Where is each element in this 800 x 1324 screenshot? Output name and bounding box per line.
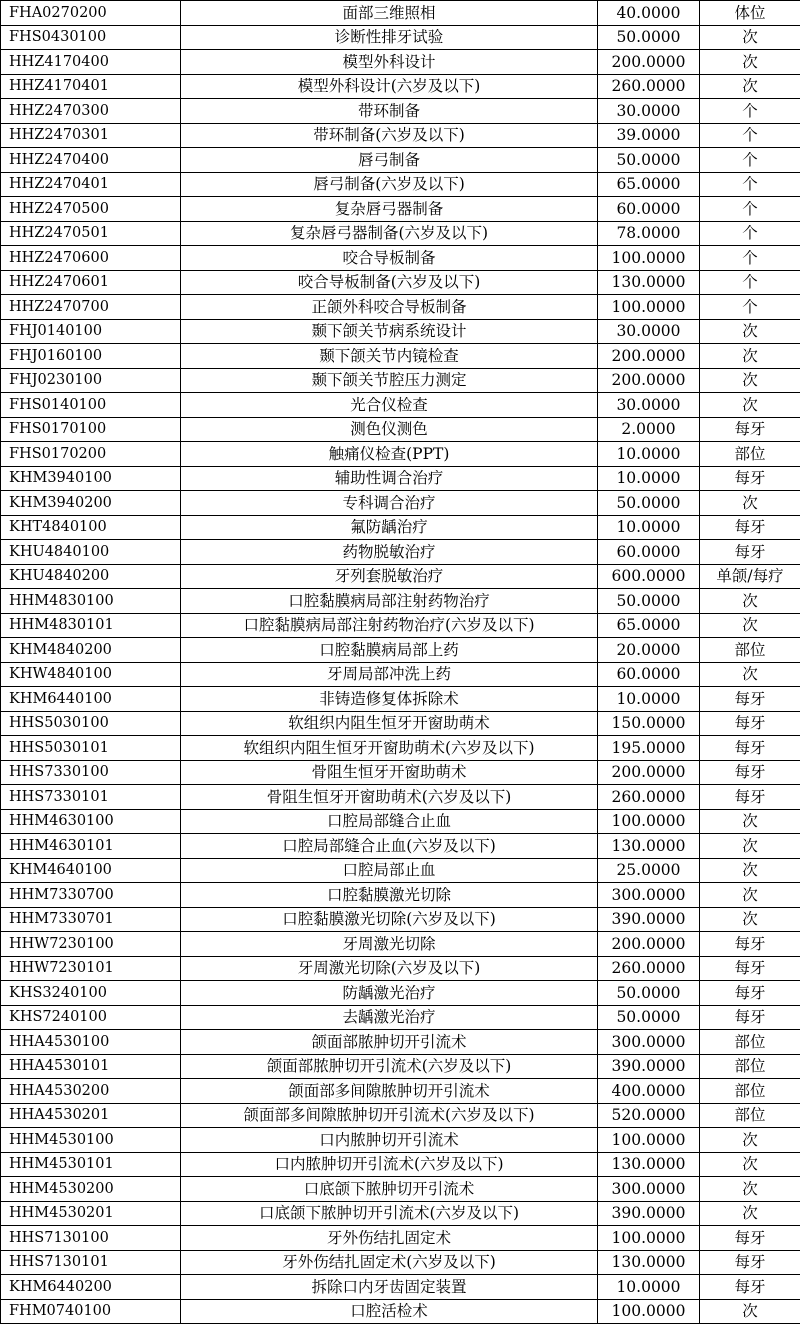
item-price-cell: 2.0000 bbox=[598, 417, 700, 442]
item-code-cell: KHM4840200 bbox=[1, 638, 181, 663]
item-code-cell: KHM6440100 bbox=[1, 687, 181, 712]
table-row bbox=[1, 123, 800, 148]
table-row bbox=[1, 1030, 800, 1055]
item-name-cell: 模型外科设计(六岁及以下) bbox=[181, 74, 598, 99]
item-unit-cell: 个 bbox=[700, 123, 800, 148]
item-name-cell: 软组织内阻生恒牙开窗助萌术(六岁及以下) bbox=[181, 736, 598, 761]
item-unit-cell: 每牙 bbox=[700, 1226, 800, 1251]
table-row bbox=[1, 883, 800, 908]
table-row bbox=[1, 638, 800, 663]
item-name-cell: 口腔黏膜病局部上药 bbox=[181, 638, 598, 663]
item-price-cell: 300.0000 bbox=[598, 1030, 700, 1055]
item-code-cell: KHT4840100 bbox=[1, 515, 181, 540]
item-name-cell: 骨阻生恒牙开窗助萌术 bbox=[181, 760, 598, 785]
item-name-cell: 牙周激光切除(六岁及以下) bbox=[181, 956, 598, 981]
item-code-cell: HHS7130101 bbox=[1, 1250, 181, 1275]
table-row bbox=[1, 393, 800, 418]
item-unit-cell: 部位 bbox=[700, 1103, 800, 1128]
item-unit-cell: 次 bbox=[700, 368, 800, 393]
item-code-cell: HHA4530101 bbox=[1, 1054, 181, 1079]
item-unit-cell: 每牙 bbox=[700, 785, 800, 810]
item-unit-cell: 次 bbox=[700, 809, 800, 834]
item-unit-cell: 个 bbox=[700, 197, 800, 222]
item-code-cell: KHU4840100 bbox=[1, 540, 181, 565]
table-row bbox=[1, 25, 800, 50]
item-code-cell: HHS5030100 bbox=[1, 711, 181, 736]
item-code-cell: HHM4630100 bbox=[1, 809, 181, 834]
item-unit-cell: 部位 bbox=[700, 442, 800, 467]
item-price-cell: 200.0000 bbox=[598, 50, 700, 75]
item-unit-cell: 次 bbox=[700, 74, 800, 99]
item-unit-cell: 次 bbox=[700, 1128, 800, 1153]
item-code-cell: FHJ0160100 bbox=[1, 344, 181, 369]
table-row bbox=[1, 981, 800, 1006]
item-name-cell: 复杂唇弓器制备(六岁及以下) bbox=[181, 221, 598, 246]
table-row bbox=[1, 1250, 800, 1275]
table-row bbox=[1, 1299, 800, 1324]
item-price-cell: 30.0000 bbox=[598, 99, 700, 124]
table-row bbox=[1, 1201, 800, 1226]
item-code-cell: HHZ2470300 bbox=[1, 99, 181, 124]
table-row bbox=[1, 295, 800, 320]
item-price-cell: 600.0000 bbox=[598, 564, 700, 589]
item-unit-cell: 次 bbox=[700, 319, 800, 344]
item-unit-cell: 单颌/每疗 bbox=[700, 564, 800, 589]
item-unit-cell: 每牙 bbox=[700, 1275, 800, 1300]
table-row bbox=[1, 736, 800, 761]
item-code-cell: HHZ2470500 bbox=[1, 197, 181, 222]
item-price-cell: 50.0000 bbox=[598, 1005, 700, 1030]
item-code-cell: FHS0430100 bbox=[1, 25, 181, 50]
item-price-cell: 100.0000 bbox=[598, 809, 700, 834]
item-unit-cell: 每牙 bbox=[700, 760, 800, 785]
item-unit-cell: 部位 bbox=[700, 1054, 800, 1079]
item-price-cell: 260.0000 bbox=[598, 74, 700, 99]
item-code-cell: HHS7330101 bbox=[1, 785, 181, 810]
item-code-cell: FHS0170200 bbox=[1, 442, 181, 467]
table-row bbox=[1, 442, 800, 467]
item-code-cell: HHS7130100 bbox=[1, 1226, 181, 1251]
item-code-cell: HHM7330700 bbox=[1, 883, 181, 908]
item-unit-cell: 每牙 bbox=[700, 417, 800, 442]
item-price-cell: 60.0000 bbox=[598, 540, 700, 565]
item-code-cell: HHM4530100 bbox=[1, 1128, 181, 1153]
item-name-cell: 拆除口内牙齿固定装置 bbox=[181, 1275, 598, 1300]
table-row bbox=[1, 319, 800, 344]
item-price-cell: 50.0000 bbox=[598, 148, 700, 173]
item-code-cell: HHZ4170400 bbox=[1, 50, 181, 75]
item-name-cell: 非铸造修复体拆除术 bbox=[181, 687, 598, 712]
item-price-cell: 20.0000 bbox=[598, 638, 700, 663]
item-code-cell: HHS5030101 bbox=[1, 736, 181, 761]
item-name-cell: 正颌外科咬合导板制备 bbox=[181, 295, 598, 320]
item-name-cell: 口腔活检术 bbox=[181, 1299, 598, 1324]
item-code-cell: HHZ2470301 bbox=[1, 123, 181, 148]
item-name-cell: 口腔黏膜激光切除 bbox=[181, 883, 598, 908]
item-name-cell: 氟防龋治疗 bbox=[181, 515, 598, 540]
item-unit-cell: 次 bbox=[700, 858, 800, 883]
table-row bbox=[1, 417, 800, 442]
item-unit-cell: 每牙 bbox=[700, 466, 800, 491]
table-row bbox=[1, 785, 800, 810]
item-code-cell: KHS7240100 bbox=[1, 1005, 181, 1030]
item-code-cell: HHZ2470400 bbox=[1, 148, 181, 173]
table-row bbox=[1, 932, 800, 957]
table-row bbox=[1, 1054, 800, 1079]
item-unit-cell: 每牙 bbox=[700, 1005, 800, 1030]
table-row bbox=[1, 466, 800, 491]
item-name-cell: 颞下颌关节腔压力测定 bbox=[181, 368, 598, 393]
item-name-cell: 口腔局部缝合止血(六岁及以下) bbox=[181, 834, 598, 859]
item-price-cell: 300.0000 bbox=[598, 883, 700, 908]
item-unit-cell: 部位 bbox=[700, 638, 800, 663]
table-row bbox=[1, 1226, 800, 1251]
item-name-cell: 牙列套脱敏治疗 bbox=[181, 564, 598, 589]
item-name-cell: 口腔黏膜病局部注射药物治疗 bbox=[181, 589, 598, 614]
item-price-cell: 40.0000 bbox=[598, 1, 700, 26]
item-name-cell: 牙外伤结扎固定术(六岁及以下) bbox=[181, 1250, 598, 1275]
item-name-cell: 口底颌下脓肿切开引流术 bbox=[181, 1177, 598, 1202]
item-code-cell: HHZ2470501 bbox=[1, 221, 181, 246]
item-code-cell: HHM4530201 bbox=[1, 1201, 181, 1226]
item-name-cell: 口内脓肿切开引流术(六岁及以下) bbox=[181, 1152, 598, 1177]
item-code-cell: KHS3240100 bbox=[1, 981, 181, 1006]
item-name-cell: 牙周激光切除 bbox=[181, 932, 598, 957]
item-unit-cell: 个 bbox=[700, 148, 800, 173]
item-price-cell: 520.0000 bbox=[598, 1103, 700, 1128]
table-row bbox=[1, 172, 800, 197]
table-row bbox=[1, 197, 800, 222]
item-code-cell: KHM6440200 bbox=[1, 1275, 181, 1300]
table-body bbox=[1, 1, 800, 1324]
item-price-cell: 50.0000 bbox=[598, 491, 700, 516]
item-code-cell: HHZ2470401 bbox=[1, 172, 181, 197]
item-price-cell: 39.0000 bbox=[598, 123, 700, 148]
table-row bbox=[1, 613, 800, 638]
item-code-cell: KHW4840100 bbox=[1, 662, 181, 687]
item-unit-cell: 个 bbox=[700, 246, 800, 271]
item-code-cell: HHZ2470601 bbox=[1, 270, 181, 295]
item-unit-cell: 每牙 bbox=[700, 932, 800, 957]
item-price-cell: 50.0000 bbox=[598, 981, 700, 1006]
table-row bbox=[1, 1177, 800, 1202]
item-price-cell: 10.0000 bbox=[598, 1275, 700, 1300]
table-row bbox=[1, 1152, 800, 1177]
item-code-cell: FHJ0230100 bbox=[1, 368, 181, 393]
item-unit-cell: 每牙 bbox=[700, 515, 800, 540]
table-row bbox=[1, 99, 800, 124]
item-unit-cell: 部位 bbox=[700, 1030, 800, 1055]
item-code-cell: KHU4840200 bbox=[1, 564, 181, 589]
item-code-cell: FHS0170100 bbox=[1, 417, 181, 442]
item-name-cell: 口底颌下脓肿切开引流术(六岁及以下) bbox=[181, 1201, 598, 1226]
item-name-cell: 药物脱敏治疗 bbox=[181, 540, 598, 565]
item-price-cell: 25.0000 bbox=[598, 858, 700, 883]
item-name-cell: 复杂唇弓器制备 bbox=[181, 197, 598, 222]
item-price-cell: 130.0000 bbox=[598, 270, 700, 295]
item-unit-cell: 次 bbox=[700, 1152, 800, 1177]
item-price-cell: 400.0000 bbox=[598, 1079, 700, 1104]
item-price-cell: 10.0000 bbox=[598, 442, 700, 467]
item-price-cell: 100.0000 bbox=[598, 1299, 700, 1324]
item-code-cell: HHZ4170401 bbox=[1, 74, 181, 99]
item-price-cell: 10.0000 bbox=[598, 466, 700, 491]
item-unit-cell: 每牙 bbox=[700, 1250, 800, 1275]
item-unit-cell: 次 bbox=[700, 344, 800, 369]
item-name-cell: 模型外科设计 bbox=[181, 50, 598, 75]
table-row bbox=[1, 540, 800, 565]
item-code-cell: HHA4530100 bbox=[1, 1030, 181, 1055]
item-code-cell: FHM0740100 bbox=[1, 1299, 181, 1324]
item-unit-cell: 次 bbox=[700, 589, 800, 614]
item-price-cell: 130.0000 bbox=[598, 834, 700, 859]
item-price-cell: 195.0000 bbox=[598, 736, 700, 761]
item-unit-cell: 次 bbox=[700, 907, 800, 932]
table-row bbox=[1, 760, 800, 785]
item-price-cell: 130.0000 bbox=[598, 1152, 700, 1177]
item-unit-cell: 个 bbox=[700, 221, 800, 246]
item-code-cell: HHA4530201 bbox=[1, 1103, 181, 1128]
item-code-cell: HHZ2470700 bbox=[1, 295, 181, 320]
item-code-cell: HHM4530200 bbox=[1, 1177, 181, 1202]
item-price-cell: 30.0000 bbox=[598, 319, 700, 344]
item-name-cell: 触痛仪检查(PPT) bbox=[181, 442, 598, 467]
item-unit-cell: 个 bbox=[700, 295, 800, 320]
item-code-cell: HHW7230100 bbox=[1, 932, 181, 957]
item-name-cell: 防龋激光治疗 bbox=[181, 981, 598, 1006]
item-name-cell: 唇弓制备(六岁及以下) bbox=[181, 172, 598, 197]
item-unit-cell: 每牙 bbox=[700, 711, 800, 736]
table-row bbox=[1, 491, 800, 516]
item-unit-cell: 每牙 bbox=[700, 540, 800, 565]
item-unit-cell: 次 bbox=[700, 1299, 800, 1324]
item-unit-cell: 次 bbox=[700, 491, 800, 516]
table-row bbox=[1, 711, 800, 736]
item-price-cell: 65.0000 bbox=[598, 172, 700, 197]
item-name-cell: 辅助性调合治疗 bbox=[181, 466, 598, 491]
table-row bbox=[1, 1079, 800, 1104]
item-unit-cell: 次 bbox=[700, 1201, 800, 1226]
item-unit-cell: 个 bbox=[700, 99, 800, 124]
item-code-cell: HHM4830101 bbox=[1, 613, 181, 638]
table-row bbox=[1, 1103, 800, 1128]
item-unit-cell: 次 bbox=[700, 662, 800, 687]
table-row bbox=[1, 368, 800, 393]
item-name-cell: 颌面部多间隙脓肿切开引流术(六岁及以下) bbox=[181, 1103, 598, 1128]
item-price-cell: 260.0000 bbox=[598, 956, 700, 981]
item-code-cell: HHM4530101 bbox=[1, 1152, 181, 1177]
table-row bbox=[1, 344, 800, 369]
item-name-cell: 颞下颌关节病系统设计 bbox=[181, 319, 598, 344]
item-price-cell: 200.0000 bbox=[598, 760, 700, 785]
item-unit-cell: 部位 bbox=[700, 1079, 800, 1104]
item-price-cell: 50.0000 bbox=[598, 25, 700, 50]
item-code-cell: HHM4630101 bbox=[1, 834, 181, 859]
item-price-cell: 100.0000 bbox=[598, 246, 700, 271]
item-unit-cell: 次 bbox=[700, 613, 800, 638]
item-name-cell: 专科调合治疗 bbox=[181, 491, 598, 516]
table-row bbox=[1, 74, 800, 99]
item-code-cell: FHJ0140100 bbox=[1, 319, 181, 344]
item-price-cell: 260.0000 bbox=[598, 785, 700, 810]
table-row bbox=[1, 687, 800, 712]
item-price-cell: 60.0000 bbox=[598, 662, 700, 687]
item-unit-cell: 次 bbox=[700, 883, 800, 908]
item-name-cell: 带环制备 bbox=[181, 99, 598, 124]
table-row bbox=[1, 50, 800, 75]
table-row bbox=[1, 221, 800, 246]
item-name-cell: 颌面部脓肿切开引流术 bbox=[181, 1030, 598, 1055]
item-unit-cell: 每牙 bbox=[700, 736, 800, 761]
table-row bbox=[1, 956, 800, 981]
item-name-cell: 口内脓肿切开引流术 bbox=[181, 1128, 598, 1153]
item-price-cell: 65.0000 bbox=[598, 613, 700, 638]
item-code-cell: HHM7330701 bbox=[1, 907, 181, 932]
item-price-cell: 300.0000 bbox=[598, 1177, 700, 1202]
item-name-cell: 牙周局部冲洗上药 bbox=[181, 662, 598, 687]
table-row bbox=[1, 907, 800, 932]
item-price-cell: 200.0000 bbox=[598, 368, 700, 393]
item-unit-cell: 次 bbox=[700, 25, 800, 50]
item-name-cell: 软组织内阻生恒牙开窗助萌术 bbox=[181, 711, 598, 736]
item-price-cell: 100.0000 bbox=[598, 295, 700, 320]
item-price-cell: 130.0000 bbox=[598, 1250, 700, 1275]
table-row bbox=[1, 809, 800, 834]
item-code-cell: FHS0140100 bbox=[1, 393, 181, 418]
item-price-cell: 390.0000 bbox=[598, 1054, 700, 1079]
item-price-cell: 100.0000 bbox=[598, 1128, 700, 1153]
item-unit-cell: 次 bbox=[700, 393, 800, 418]
table-row bbox=[1, 858, 800, 883]
item-unit-cell: 每牙 bbox=[700, 687, 800, 712]
item-code-cell: FHA0270200 bbox=[1, 1, 181, 26]
item-unit-cell: 个 bbox=[700, 172, 800, 197]
item-price-cell: 200.0000 bbox=[598, 344, 700, 369]
table-row bbox=[1, 564, 800, 589]
item-name-cell: 诊断性排牙试验 bbox=[181, 25, 598, 50]
item-price-cell: 390.0000 bbox=[598, 1201, 700, 1226]
item-price-cell: 200.0000 bbox=[598, 932, 700, 957]
item-unit-cell: 体位 bbox=[700, 1, 800, 26]
item-code-cell: HHM4830100 bbox=[1, 589, 181, 614]
item-price-cell: 10.0000 bbox=[598, 515, 700, 540]
table-row bbox=[1, 662, 800, 687]
item-price-cell: 30.0000 bbox=[598, 393, 700, 418]
table-row bbox=[1, 246, 800, 271]
item-name-cell: 口腔局部止血 bbox=[181, 858, 598, 883]
item-code-cell: KHM4640100 bbox=[1, 858, 181, 883]
item-unit-cell: 次 bbox=[700, 834, 800, 859]
item-unit-cell: 次 bbox=[700, 1177, 800, 1202]
item-name-cell: 光合仪检查 bbox=[181, 393, 598, 418]
item-name-cell: 测色仪测色 bbox=[181, 417, 598, 442]
table-row bbox=[1, 515, 800, 540]
table-row bbox=[1, 148, 800, 173]
item-name-cell: 口腔局部缝合止血 bbox=[181, 809, 598, 834]
item-unit-cell: 个 bbox=[700, 270, 800, 295]
item-name-cell: 牙外伤结扎固定术 bbox=[181, 1226, 598, 1251]
item-name-cell: 去龋激光治疗 bbox=[181, 1005, 598, 1030]
item-code-cell: HHZ2470600 bbox=[1, 246, 181, 271]
item-name-cell: 骨阻生恒牙开窗助萌术(六岁及以下) bbox=[181, 785, 598, 810]
item-name-cell: 口腔黏膜病局部注射药物治疗(六岁及以下) bbox=[181, 613, 598, 638]
item-name-cell: 颌面部多间隙脓肿切开引流术 bbox=[181, 1079, 598, 1104]
item-code-cell: HHS7330100 bbox=[1, 760, 181, 785]
item-unit-cell: 次 bbox=[700, 50, 800, 75]
item-name-cell: 咬合导板制备 bbox=[181, 246, 598, 271]
item-price-cell: 78.0000 bbox=[598, 221, 700, 246]
item-price-cell: 10.0000 bbox=[598, 687, 700, 712]
item-name-cell: 颞下颌关节内镜检查 bbox=[181, 344, 598, 369]
item-code-cell: KHM3940200 bbox=[1, 491, 181, 516]
item-unit-cell: 每牙 bbox=[700, 981, 800, 1006]
table-row bbox=[1, 834, 800, 859]
item-price-cell: 60.0000 bbox=[598, 197, 700, 222]
item-name-cell: 咬合导板制备(六岁及以下) bbox=[181, 270, 598, 295]
item-name-cell: 颌面部脓肿切开引流术(六岁及以下) bbox=[181, 1054, 598, 1079]
table-row bbox=[1, 270, 800, 295]
item-name-cell: 带环制备(六岁及以下) bbox=[181, 123, 598, 148]
item-price-cell: 50.0000 bbox=[598, 589, 700, 614]
table-row bbox=[1, 1005, 800, 1030]
item-price-cell: 150.0000 bbox=[598, 711, 700, 736]
table-row bbox=[1, 589, 800, 614]
item-code-cell: HHA4530200 bbox=[1, 1079, 181, 1104]
item-code-cell: HHW7230101 bbox=[1, 956, 181, 981]
item-unit-cell: 每牙 bbox=[700, 956, 800, 981]
item-price-cell: 100.0000 bbox=[598, 1226, 700, 1251]
table-row bbox=[1, 1128, 800, 1153]
item-price-cell: 390.0000 bbox=[598, 907, 700, 932]
item-name-cell: 口腔黏膜激光切除(六岁及以下) bbox=[181, 907, 598, 932]
item-name-cell: 唇弓制备 bbox=[181, 148, 598, 173]
item-name-cell: 面部三维照相 bbox=[181, 1, 598, 26]
table-row bbox=[1, 1, 800, 26]
table-row bbox=[1, 1275, 800, 1300]
item-code-cell: KHM3940100 bbox=[1, 466, 181, 491]
